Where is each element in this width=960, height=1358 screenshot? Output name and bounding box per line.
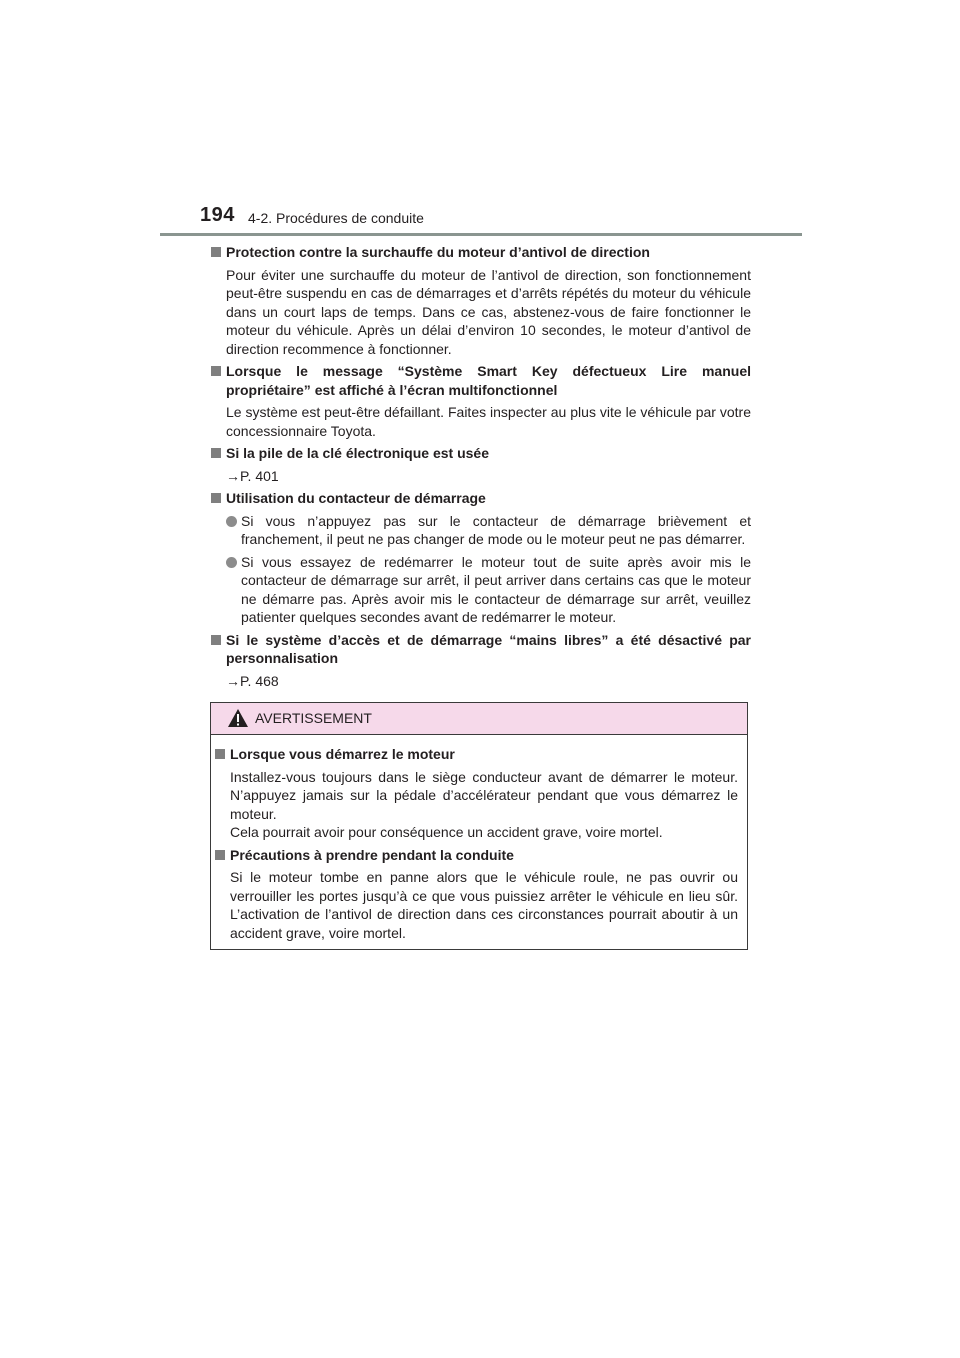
round-bullet-icon (226, 557, 237, 568)
item-heading (211, 444, 751, 463)
section-item (211, 243, 751, 358)
item-heading-text: Lorsque le message “Système Smart Key défectueux Lire manuel propriétaire” est affiché à l’écran multifonctionnel (226, 363, 751, 398)
warning-body (211, 735, 747, 942)
square-bullet-icon (215, 850, 225, 860)
bullet-point (211, 553, 751, 627)
page-number: 194 (200, 204, 235, 226)
warning-body-line: Si le moteur tombe en panne alors que le véhicule roule, ne pas ouvrir ou verrouiller les portes jusqu’à ce que vous puissiez arrêter le véhicule en lieu sûr. L’activation de l’antivol de direction dans ces circonstances pourrait aboutir à un accident grave, voire mortel. (230, 869, 738, 941)
square-bullet-icon (211, 366, 221, 376)
item-heading (211, 489, 751, 508)
section-item (211, 444, 751, 485)
bullet-point (211, 512, 751, 549)
warning-triangle-icon (227, 708, 249, 728)
item-heading-text: Protection contre la surchauffe du moteur d’antivol de direction (226, 244, 650, 260)
section-title: 4-2. Procédures de conduite (248, 210, 424, 226)
item-heading (211, 243, 751, 262)
warning-body-line: Cela pourrait avoir pour conséquence un accident grave, voire mortel. (230, 824, 663, 840)
warning-item-body (215, 768, 738, 842)
page-reference-link[interactable]: →P. 468 (226, 672, 279, 689)
item-heading-text: Si le système d’accès et de démarrage “mains libres” a été désactivé par personnalisation (226, 631, 751, 666)
item-body: Pour éviter une surchauffe du moteur de l’antivol de direction, son fonctionnement peut-être suspendu en cas de démarrages et d’arrêts répétés du moteur du véhicule dans un court laps de temps. Dans ce cas, abstenez-vous de faire fonctionner le moteur du véhicule. Après un délai d’environ 10 secondes, le moteur d’antivol de direction recommence à fonctionner. (226, 266, 751, 357)
item-heading-text: Utilisation du contacteur de démarrage (226, 490, 486, 506)
warning-item-heading-text: Précautions à prendre pendant la conduite (230, 846, 514, 863)
main-content (211, 243, 751, 694)
warning-body-line: Installez-vous toujours dans le siège conducteur avant de démarrer le moteur. N’appuyez jamais sur la pédale d’accélérateur pendant que vous démarrez le moteur. (230, 768, 738, 822)
section-item (211, 489, 751, 627)
item-heading (211, 631, 751, 668)
item-body: Le système est peut-être défaillant. Faites inspecter au plus vite le véhicule par votre concessionnaire Toyota. (226, 404, 751, 439)
square-bullet-icon (211, 448, 221, 458)
page-reference-link[interactable]: →P. 401 (226, 467, 279, 484)
item-heading-text: Si la pile de la clé électronique est usée (226, 445, 489, 461)
bullet-text: Si vous n’appuyez pas sur le contacteur de démarrage brièvement et franchement, il peut ne pas changer de mode ou le moteur peut ne pas démarrer. (241, 512, 751, 547)
warning-item (215, 745, 738, 842)
section-item (211, 631, 751, 691)
square-bullet-icon (211, 247, 221, 257)
square-bullet-icon (211, 635, 221, 645)
warning-item-heading (215, 846, 738, 865)
warning-header (211, 703, 747, 735)
square-bullet-icon (215, 749, 225, 759)
warning-item-heading (215, 745, 738, 764)
warning-item-body (215, 868, 738, 942)
item-heading (211, 362, 751, 399)
header-divider (160, 233, 802, 236)
round-bullet-icon (226, 516, 237, 527)
warning-item-heading-text: Lorsque vous démarrez le moteur (230, 746, 455, 762)
section-item (211, 362, 751, 440)
square-bullet-icon (211, 493, 221, 503)
warning-box (210, 702, 748, 950)
warning-item (215, 846, 738, 943)
bullet-text: Si vous essayez de redémarrer le moteur tout de suite après avoir mis le contacteur de démarrage sur arrêt, il peut arriver dans certains cas que le moteur ne démarre pas. Après avoir mis le contacteur de démarrage sur arrêt, veuillez patienter quelques secondes avant de redémarrer le moteur. (241, 553, 751, 625)
warning-title: AVERTISSEMENT (255, 710, 372, 726)
